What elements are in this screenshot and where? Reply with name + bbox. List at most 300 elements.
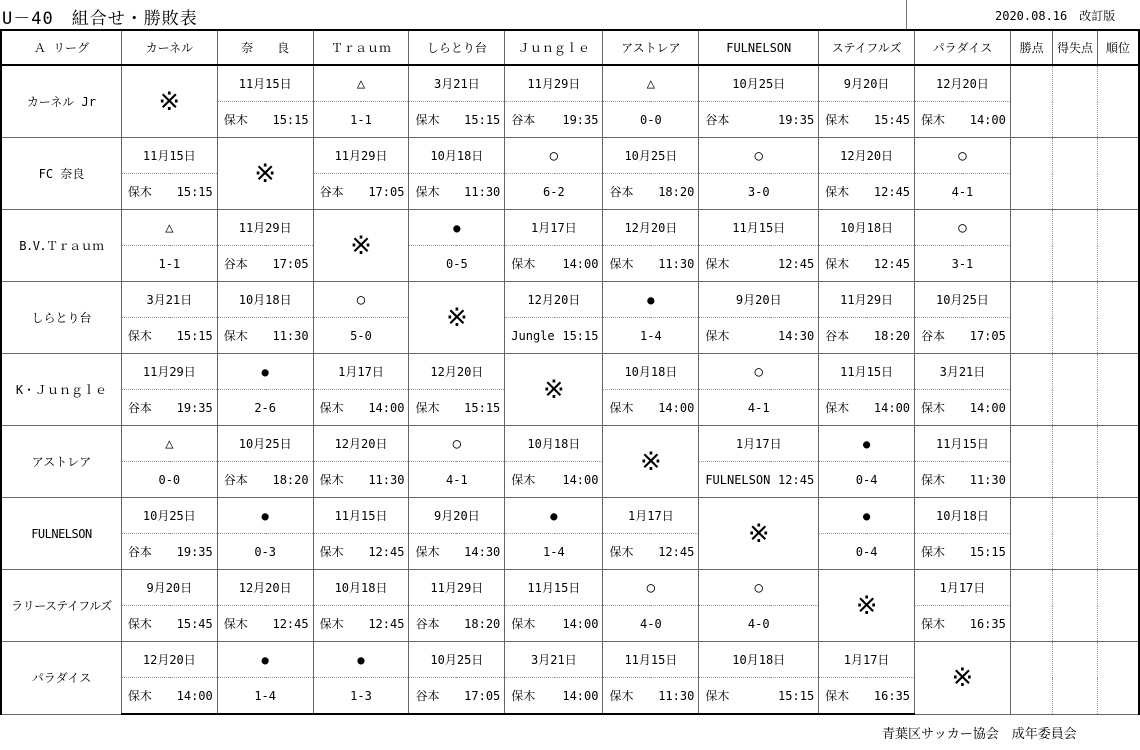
- match-time: 16:35: [866, 678, 914, 715]
- points-cell: [1010, 642, 1052, 715]
- match-venue: [409, 174, 457, 210]
- match-result: [699, 354, 819, 390]
- points-cell: [1010, 498, 1052, 570]
- goal-diff-cell: [1053, 642, 1097, 715]
- venue-label: 保木: [415, 185, 440, 199]
- result-symbol: ●: [453, 220, 461, 235]
- match-time: 19:35: [169, 390, 217, 426]
- match-time: 15:15: [456, 102, 504, 138]
- match-time: 14:00: [555, 462, 603, 498]
- match-result: [409, 210, 505, 246]
- goal-diff-cell: [1053, 498, 1097, 570]
- venue-label: 谷本: [921, 329, 946, 343]
- col-team-7: FULNELSON: [699, 30, 819, 65]
- result-symbol: ●: [261, 652, 269, 667]
- match-time: 12:45: [361, 534, 409, 570]
- match-venue: [409, 678, 457, 715]
- match-date: 12月20日: [409, 354, 505, 390]
- match-score: 3-0: [699, 174, 819, 210]
- team-name: アストレア: [1, 426, 121, 498]
- col-team-5: Ｊｕｎｇｌｅ: [505, 30, 603, 65]
- match-score: 6-2: [505, 174, 603, 210]
- match-venue: [217, 318, 265, 354]
- match-date: 10月18日: [313, 570, 409, 606]
- table-row-sub: [1, 462, 1139, 498]
- revision-date: 2020.08.16 改訂版: [995, 9, 1116, 23]
- match-venue: [217, 102, 265, 138]
- result-symbol: ●: [862, 508, 871, 523]
- match-venue: [915, 462, 963, 498]
- result-symbol: △: [356, 75, 366, 92]
- match-date: 3月21日: [121, 282, 217, 318]
- match-date: 11月15日: [819, 354, 915, 390]
- match-venue: [603, 534, 651, 570]
- match-date: 1月17日: [313, 354, 409, 390]
- result-symbol: ○: [754, 147, 763, 164]
- team-name: パラダイス: [1, 642, 121, 715]
- match-result: [313, 65, 409, 102]
- match-date: 10月18日: [505, 426, 603, 462]
- match-venue: [699, 678, 771, 715]
- result-symbol: ○: [754, 579, 763, 596]
- match-venue: [505, 246, 555, 282]
- match-date: 10月25日: [603, 138, 699, 174]
- match-time: 15:45: [169, 606, 217, 642]
- col-team-4: しらとり台: [409, 30, 505, 65]
- match-time: 14:00: [962, 102, 1010, 138]
- team-name: カーネル Jr: [1, 65, 121, 138]
- match-result: [819, 426, 915, 462]
- match-venue: [313, 606, 361, 642]
- venue-label: 保木: [825, 257, 850, 271]
- table-row: [1, 282, 1139, 318]
- match-date: 10月18日: [217, 282, 313, 318]
- venue-label: 保木: [319, 545, 344, 559]
- match-venue: [603, 174, 651, 210]
- table-row-sub: [1, 534, 1139, 570]
- team-name: B.V.Ｔｒａｕｍ: [1, 210, 121, 282]
- match-venue: [121, 678, 169, 715]
- venue-label: 保木: [223, 617, 248, 631]
- venue-label: 保木: [705, 689, 730, 703]
- rank-cell: [1097, 210, 1139, 282]
- venue-label: 保木: [127, 617, 152, 631]
- match-date: 11月15日: [121, 138, 217, 174]
- table-row: [1, 570, 1139, 606]
- match-time: 14:00: [962, 390, 1010, 426]
- match-time: 17:05: [456, 678, 504, 715]
- match-venue: [699, 246, 771, 282]
- venue-label: 保木: [511, 473, 536, 487]
- goal-diff-cell: [1053, 426, 1097, 498]
- match-date: 10月18日: [699, 642, 819, 678]
- match-date: 10月25日: [121, 498, 217, 534]
- match-result: [915, 210, 1011, 246]
- match-venue: [313, 534, 361, 570]
- col-team-1: カーネル: [121, 30, 217, 65]
- match-venue: [409, 102, 457, 138]
- col-team-2: 奈 良: [217, 30, 313, 65]
- self-match-mark: [217, 138, 313, 210]
- match-time: 14:00: [361, 390, 409, 426]
- match-venue: [313, 390, 361, 426]
- venue-label: 保木: [609, 689, 634, 703]
- venue-label: 保木: [921, 545, 946, 559]
- match-score: 1-4: [505, 534, 603, 570]
- match-time: 15:15: [169, 318, 217, 354]
- match-venue: [505, 102, 555, 138]
- match-time: 11:30: [456, 174, 504, 210]
- match-date: 10月25日: [409, 642, 505, 678]
- match-time: 11:30: [361, 462, 409, 498]
- venue-label: 保木: [127, 689, 152, 703]
- match-time: 16:35: [962, 606, 1010, 642]
- match-date: 10月18日: [819, 210, 915, 246]
- match-venue: [217, 606, 265, 642]
- rank-cell: [1097, 570, 1139, 642]
- match-result: [217, 642, 313, 678]
- points-cell: [1010, 282, 1052, 354]
- result-symbol: △: [165, 435, 174, 452]
- table-row: [1, 498, 1139, 534]
- match-date: 1月17日: [603, 498, 699, 534]
- match-time: 19:35: [169, 534, 217, 570]
- goal-diff-cell: [1053, 354, 1097, 426]
- result-symbol: △: [646, 75, 656, 92]
- match-time: 18:20: [265, 462, 313, 498]
- match-date: 11月29日: [217, 210, 313, 246]
- match-venue: [121, 606, 169, 642]
- match-venue: [217, 246, 265, 282]
- self-match-symbol: ※: [639, 446, 662, 477]
- result-symbol: ○: [646, 579, 656, 596]
- match-date: 10月25日: [699, 65, 819, 102]
- match-date: 12月20日: [915, 65, 1011, 102]
- match-time: 15:15: [555, 318, 603, 354]
- match-date: 11月15日: [217, 65, 313, 102]
- match-venue: [915, 390, 963, 426]
- match-result: [313, 642, 409, 678]
- match-time: 17:05: [265, 246, 313, 282]
- result-symbol: ○: [356, 291, 366, 308]
- rank-cell: [1097, 138, 1139, 210]
- rank-cell: [1097, 642, 1139, 715]
- match-venue: [603, 678, 651, 715]
- match-score: 5-0: [313, 318, 409, 354]
- match-score: 0-4: [819, 462, 915, 498]
- result-symbol: ●: [261, 364, 269, 379]
- self-match-mark: [819, 570, 915, 642]
- match-result: [603, 282, 699, 318]
- match-date: 1月17日: [505, 210, 603, 246]
- match-date: 11月15日: [915, 426, 1011, 462]
- match-date: 10月18日: [409, 138, 505, 174]
- match-time: 15:15: [456, 390, 504, 426]
- league-table: [0, 29, 1140, 715]
- match-result: [699, 570, 819, 606]
- self-match-symbol: ※: [747, 518, 770, 549]
- match-time: 12:45: [361, 606, 409, 642]
- match-date: 11月29日: [505, 65, 603, 102]
- match-time: 12:45: [866, 174, 914, 210]
- match-time: 12:45: [265, 606, 313, 642]
- match-venue: [313, 174, 361, 210]
- match-score: 0-0: [121, 462, 217, 498]
- match-venue: [505, 606, 555, 642]
- match-venue: [819, 102, 867, 138]
- match-time: 14:00: [555, 678, 603, 715]
- venue-label: 保木: [705, 257, 730, 271]
- venue-label: 保木: [921, 401, 946, 415]
- self-match-symbol: ※: [542, 374, 565, 405]
- table-row: [1, 65, 1139, 102]
- rank-cell: [1097, 282, 1139, 354]
- venue-label: 保木: [511, 617, 536, 631]
- match-time: 14:00: [169, 678, 217, 715]
- match-date: 3月21日: [505, 642, 603, 678]
- match-date: 12月20日: [217, 570, 313, 606]
- team-name: しらとり台: [1, 282, 121, 354]
- match-time: 11:30: [265, 318, 313, 354]
- self-match-mark: [603, 426, 699, 498]
- venue-label: 保木: [921, 113, 946, 127]
- match-date: 12月20日: [819, 138, 915, 174]
- match-venue: [819, 318, 867, 354]
- match-time: 18:20: [456, 606, 504, 642]
- venue-label: 谷本: [415, 689, 440, 703]
- venue-label: Jungle: [511, 328, 555, 343]
- self-match-symbol: ※: [855, 590, 878, 621]
- match-time: 19:35: [555, 102, 603, 138]
- match-date: 12月20日: [505, 282, 603, 318]
- match-time: 11:30: [962, 462, 1010, 498]
- match-date: 10月18日: [603, 354, 699, 390]
- self-match-symbol: ※: [445, 302, 468, 333]
- match-venue: [699, 462, 771, 498]
- venue-label: 保木: [319, 617, 344, 631]
- match-date: 12月20日: [313, 426, 409, 462]
- match-score: 1-1: [121, 246, 217, 282]
- match-result: [505, 138, 603, 174]
- match-time: 18:20: [866, 318, 914, 354]
- match-date: 11月15日: [699, 210, 819, 246]
- venue-label: 谷本: [415, 617, 440, 631]
- venue-label: 保木: [415, 401, 440, 415]
- rank-cell: [1097, 426, 1139, 498]
- match-date: 11月15日: [313, 498, 409, 534]
- match-score: 0-5: [409, 246, 505, 282]
- match-time: 12:45: [770, 246, 818, 282]
- match-score: 4-1: [699, 390, 819, 426]
- match-date: 11月29日: [121, 354, 217, 390]
- self-match-mark: [121, 65, 217, 138]
- result-symbol: ●: [357, 652, 365, 667]
- table-row-sub: [1, 606, 1139, 642]
- goal-diff-cell: [1053, 210, 1097, 282]
- goal-diff-cell: [1053, 282, 1097, 354]
- points-cell: [1010, 570, 1052, 642]
- match-date: 10月25日: [915, 282, 1011, 318]
- table-row: [1, 426, 1139, 462]
- match-date: 12月20日: [121, 642, 217, 678]
- match-venue: [699, 318, 771, 354]
- match-venue: [699, 102, 771, 138]
- result-symbol: ●: [647, 292, 655, 307]
- match-score: 4-0: [699, 606, 819, 642]
- match-venue: [603, 390, 651, 426]
- match-venue: [819, 390, 867, 426]
- venue-label: 保木: [921, 473, 946, 487]
- match-time: 14:00: [866, 390, 914, 426]
- header-divider: [906, 0, 907, 29]
- league-label: Ａ リーグ: [1, 30, 121, 65]
- match-score: 4-0: [603, 606, 699, 642]
- goal-diff-cell: [1053, 65, 1097, 138]
- match-venue: [505, 678, 555, 715]
- match-venue: [819, 678, 867, 715]
- col-team-6: アストレア: [603, 30, 699, 65]
- col-team-9: パラダイス: [915, 30, 1011, 65]
- match-score: 2-6: [217, 390, 313, 426]
- goal-diff-cell: [1053, 138, 1097, 210]
- table-row: [1, 642, 1139, 678]
- table-row-sub: [1, 174, 1139, 210]
- match-date: 11月15日: [505, 570, 603, 606]
- match-venue: [505, 318, 555, 354]
- match-time: 15:15: [962, 534, 1010, 570]
- venue-label: 谷本: [127, 401, 152, 415]
- venue-label: 保木: [415, 113, 440, 127]
- table-row-sub: [1, 246, 1139, 282]
- match-time: 15:15: [770, 678, 818, 715]
- result-symbol: ●: [261, 508, 269, 523]
- match-date: 11月29日: [819, 282, 915, 318]
- match-result: [217, 498, 313, 534]
- match-venue: [121, 174, 169, 210]
- self-match-mark: [313, 210, 409, 282]
- match-result: [603, 65, 699, 102]
- match-date: 10月25日: [217, 426, 313, 462]
- venue-label: 保木: [921, 617, 946, 631]
- match-venue: [409, 534, 457, 570]
- venue-label: 谷本: [825, 329, 850, 343]
- match-venue: [915, 318, 963, 354]
- match-time: 14:30: [770, 318, 818, 354]
- venue-label: 保木: [825, 113, 850, 127]
- match-time: 18:20: [650, 174, 698, 210]
- match-date: 1月17日: [699, 426, 819, 462]
- match-time: 11:30: [650, 678, 698, 715]
- result-symbol: ●: [862, 436, 871, 451]
- team-name: K・Ｊｕｎｇｌｅ: [1, 354, 121, 426]
- match-venue: [603, 246, 651, 282]
- venue-label: 保木: [223, 329, 248, 343]
- match-venue: [121, 390, 169, 426]
- match-venue: [409, 606, 457, 642]
- organizer-footer: 青葉区サッカー協会 成年委員会: [882, 727, 1077, 742]
- venue-label: 保木: [825, 401, 850, 415]
- match-date: 9月20日: [409, 498, 505, 534]
- match-venue: [409, 390, 457, 426]
- match-venue: [313, 462, 361, 498]
- match-time: 12:45: [770, 462, 818, 498]
- match-date: 11月15日: [603, 642, 699, 678]
- match-venue: [121, 318, 169, 354]
- match-result: [819, 498, 915, 534]
- result-symbol: ○: [452, 435, 462, 452]
- match-venue: [915, 102, 963, 138]
- match-result: [217, 354, 313, 390]
- self-match-symbol: ※: [158, 86, 181, 117]
- match-time: 15:45: [866, 102, 914, 138]
- match-date: 3月21日: [915, 354, 1011, 390]
- match-result: [699, 138, 819, 174]
- team-name: FC 奈良: [1, 138, 121, 210]
- match-time: 17:05: [962, 318, 1010, 354]
- self-match-symbol: ※: [951, 662, 974, 693]
- rank-cell: [1097, 354, 1139, 426]
- rank-cell: [1097, 65, 1139, 138]
- result-symbol: ○: [549, 147, 559, 164]
- match-date: 3月21日: [409, 65, 505, 102]
- col-rank: 順位: [1097, 30, 1139, 65]
- venue-label: 谷本: [127, 545, 152, 559]
- match-time: 12:45: [866, 246, 914, 282]
- table-row: [1, 210, 1139, 246]
- match-result: [915, 138, 1011, 174]
- match-date: 10月18日: [915, 498, 1011, 534]
- match-date: 11月29日: [313, 138, 409, 174]
- table-row: [1, 354, 1139, 390]
- match-time: 15:15: [169, 174, 217, 210]
- points-cell: [1010, 210, 1052, 282]
- self-match-mark: [699, 498, 819, 570]
- match-score: 4-1: [915, 174, 1011, 210]
- venue-label: 保木: [127, 329, 152, 343]
- venue-label: 保木: [609, 257, 634, 271]
- self-match-symbol: ※: [350, 230, 372, 261]
- venue-label: 保木: [825, 185, 850, 199]
- venue-label: FULNELSON: [705, 472, 771, 487]
- match-score: 1-4: [603, 318, 699, 354]
- match-date: 1月17日: [915, 570, 1011, 606]
- result-symbol: ○: [958, 219, 967, 236]
- match-date: 9月20日: [699, 282, 819, 318]
- header-row: [1, 30, 1139, 65]
- venue-label: 保木: [609, 545, 634, 559]
- points-cell: [1010, 138, 1052, 210]
- venue-label: 谷本: [609, 185, 634, 199]
- match-venue: [217, 462, 265, 498]
- match-score: 0-4: [819, 534, 915, 570]
- match-time: 14:00: [555, 606, 603, 642]
- match-result: [121, 426, 217, 462]
- col-goal-diff: 得失点: [1053, 30, 1097, 65]
- match-score: 4-1: [409, 462, 505, 498]
- self-match-symbol: ※: [254, 158, 277, 189]
- rank-cell: [1097, 498, 1139, 570]
- match-score: 0-3: [217, 534, 313, 570]
- result-symbol: ●: [550, 508, 558, 523]
- venue-label: 保木: [609, 401, 634, 415]
- self-match-mark: [915, 642, 1011, 715]
- match-score: 1-4: [217, 678, 313, 715]
- venue-label: 谷本: [223, 257, 248, 271]
- match-venue: [819, 246, 867, 282]
- table-row-sub: [1, 318, 1139, 354]
- match-venue: [819, 174, 867, 210]
- team-name: ラリーステイフルズ: [1, 570, 121, 642]
